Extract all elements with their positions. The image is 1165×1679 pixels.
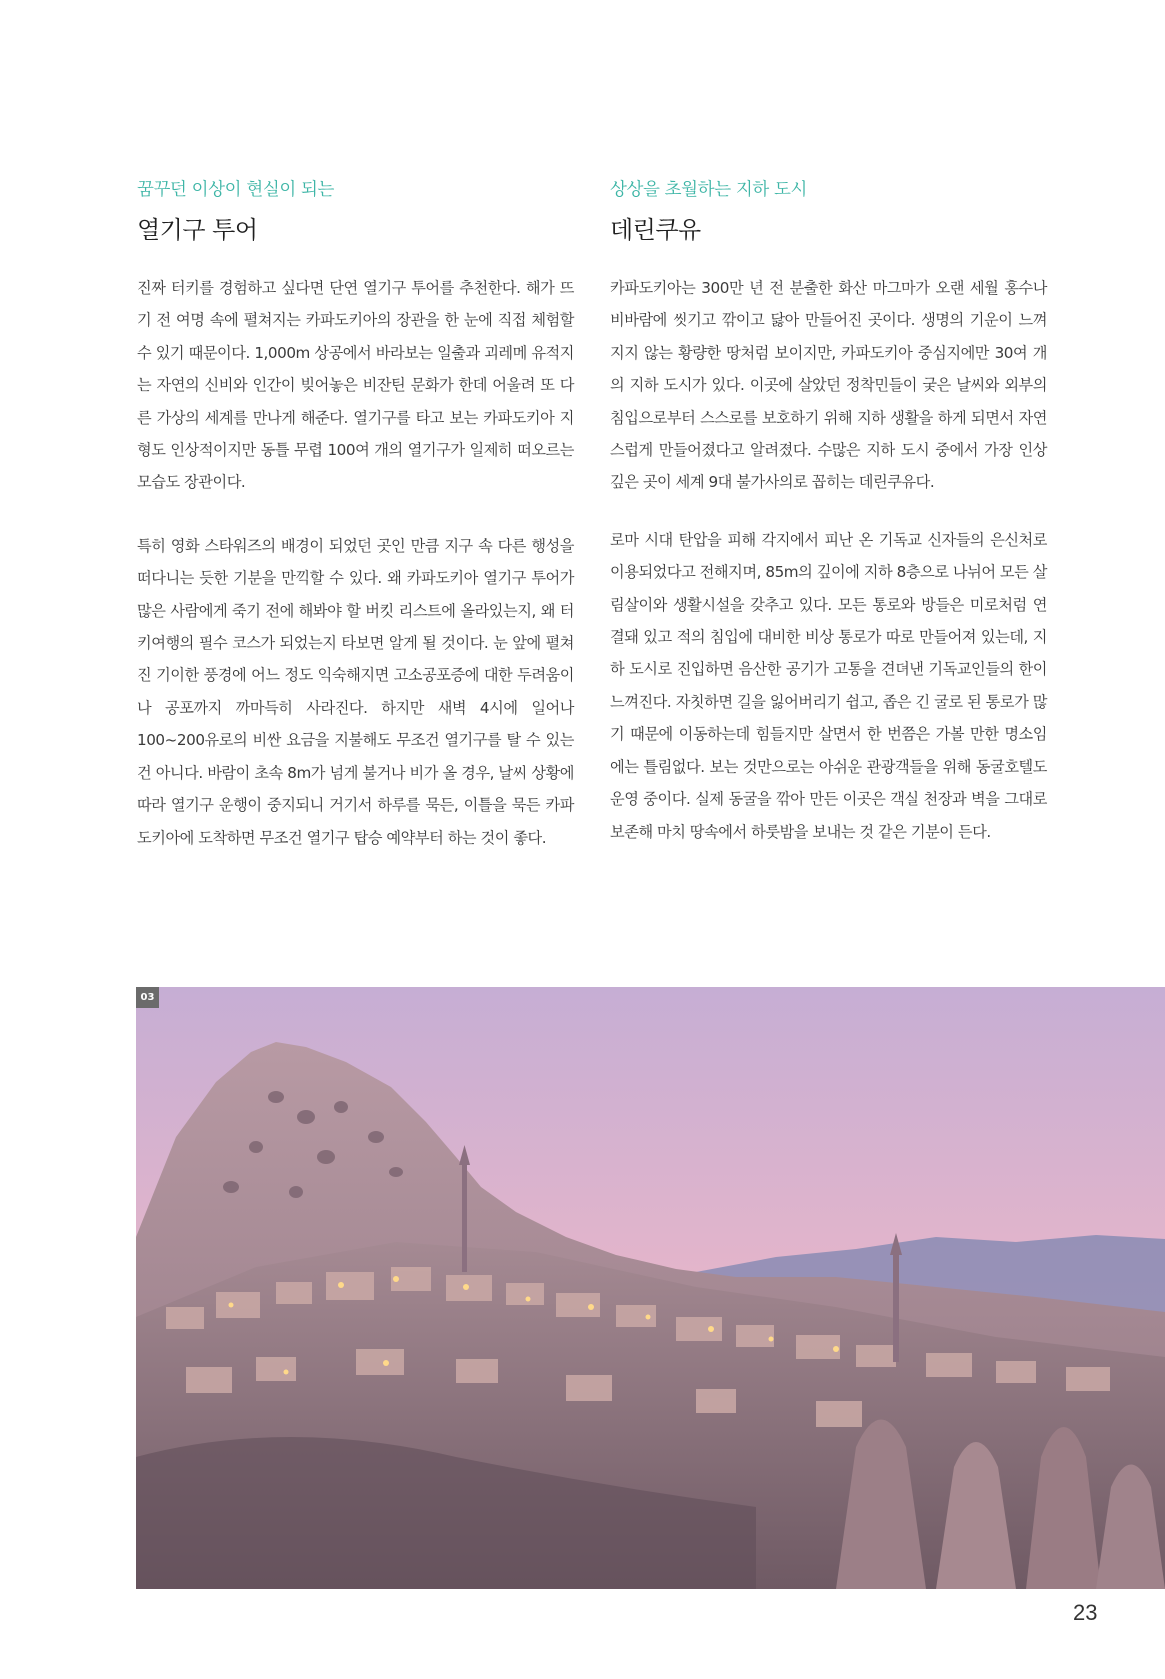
left-paragraph-2: 특히 영화 스타워즈의 배경이 되었던 곳인 만큼 지구 속 다른 행성을 떠다니는 듯한 기분을 만끽할 수 있다. 왜 카파도키아 열기구 투어가 많은 사람에게 죽기 전에 해봐야 할 버킷 리스트에 올라있는지, 왜 터키여행의 필수 코스가 되었는지 타보면 알게 될 것이다. 눈 앞에 펼쳐진 기이한 풍경에 어느 정도 익숙해지면 고소공포증에 대한 두려움이나 공포까지 까마득히 사라진다. 하지만 새벽 4시에 일어나 100~200유로의 비싼 요금을 지불해도 무조건 열기구를 탈 수 있는 건 아니다. 바람이 초속 8m가 넘게 불거나 비가 올 경우, 날씨 상황에 따라 열기구 운행이 중지되니 거기서 하루를 묵든, 이틀을 묵든 카파도키아에 도착하면 무조건 열기구 탑승 예약부터 하는 것이 좋다. [137,536,574,847]
left-column [137,176,574,854]
cappadocia-photo [136,987,1165,1589]
right-heading: 데린쿠유 [610,216,701,244]
right-paragraph-2: 로마 시대 탄압을 피해 각지에서 피난 온 기독교 신자들의 은신처로 이용되었다고 전해지며, 85m의 깊이에 지하 8층으로 나뉘어 모든 살림살이와 생활시설을 갖추고 있다. 모든 통로와 방들은 미로처럼 연결돼 있고 적의 침입에 대비한 비상 통로가 따로 만들어져 있는데, 지하 도시로 진입하면 음산한 공기가 고통을 견뎌낸 기독교인들의 한이 느껴진다. 자칫하면 길을 잃어버리기 쉽고, 좁은 긴 굴로 된 통로가 많기 때문에 이동하는데 힘들지만 살면서 한 번쯤은 가볼 만한 명소임에는 틀림없다. 보는 것만으로는 아쉬운 관광객들을 위해 동굴호텔도 운영 중이다. 실제 동굴을 깎아 만든 이곳은 객실 천장과 벽을 그대로 보존해 마치 땅속에서 하룻밤을 보내는 것 같은 기분이 든다. [610,530,1047,841]
left-heading: 열기구 투어 [137,216,258,244]
right-kicker: 상상을 초월하는 지하 도시 [610,180,808,200]
right-column [610,176,1047,848]
left-kicker: 꿈꾸던 이상이 현실이 되는 [137,180,335,200]
left-paragraph-1: 진짜 터키를 경험하고 싶다면 단연 열기구 투어를 추천한다. 해가 뜨기 전 여명 속에 펼쳐지는 카파도키아의 장관을 한 눈에 직접 체험할 수 있기 때문이다. 1,000m 상공에서 바라보는 일출과 괴레메 유적지는 자연의 신비와 인간이 빚어놓은 비잔틴 문화가 한데 어울려 또 다른 가상의 세계를 만나게 해준다. 열기구를 타고 보는 카파도키아 지형도 인상적이지만 동틀 무렵 100여 개의 열기구가 일제히 떠오르는 모습도 장관이다. [137,279,574,492]
right-paragraph-1: 카파도키아는 300만 년 전 분출한 화산 마그마가 오랜 세월 홍수나 비바람에 씻기고 깎이고 닳아 만들어진 곳이다. 생명의 기운이 느껴지지 않는 황량한 땅처럼 보이지만, 카파도키아 중심지에만 30여 개의 지하 도시가 있다. 이곳에 살았던 정착민들이 궂은 날씨와 외부의 침입으로부터 스스로를 보호하기 위해 지하 생활을 하게 되면서 자연스럽게 만들어졌다고 알려졌다. 수많은 지하 도시 중에서 가장 인상 깊은 곳이 세계 9대 불가사의로 꼽히는 데린쿠유다. [610,279,1047,492]
photo-number-badge: 03 [136,987,159,1008]
photo-illustration [136,987,1165,1589]
page-number: 23 [1073,1600,1098,1625]
